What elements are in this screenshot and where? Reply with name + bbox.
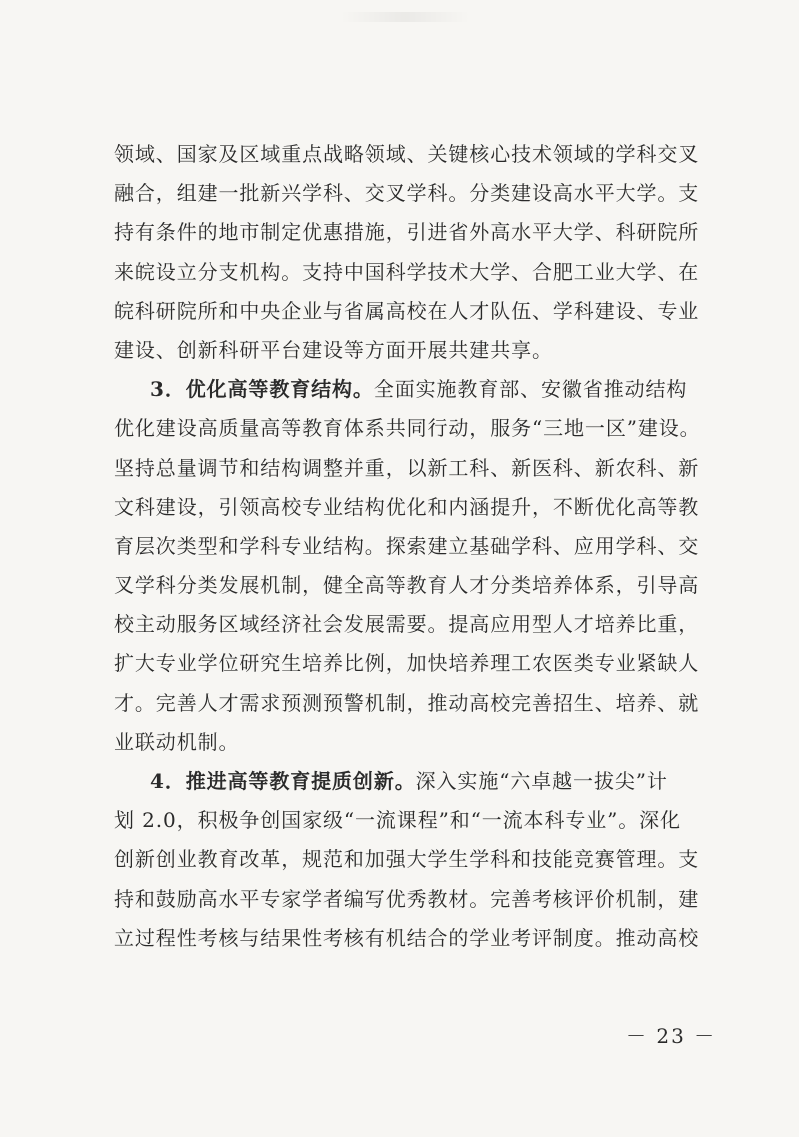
text-line: 坚持总量调节和结构调整并重，以新工科、新医科、新农科、新 xyxy=(114,455,700,480)
text-line: 划 2.0，积极争创国家级“一流课程”和“一流本科专业”。深化 xyxy=(114,808,681,833)
section-4-heading: 4．推进高等教育提质创新。 xyxy=(150,769,416,793)
text-line: 扩大专业学位研究生培养比例，加快培养理工农医类专业紧缺人 xyxy=(114,651,700,676)
section-3-first-line xyxy=(114,370,694,409)
text-line: 来皖设立分支机构。支持中国科学技术大学、合肥工业大学、在 xyxy=(114,259,700,284)
paragraph-1 xyxy=(114,135,700,370)
text-line: 领域、国家及区域重点战略领域、关键核心技术领域的学科交叉 xyxy=(114,142,700,166)
section-3-heading: 3．优化高等教育结构。 xyxy=(150,377,374,402)
text-line: 持和鼓励高水平专家学者编写优秀教材。完善考核评价机制，建 xyxy=(114,886,700,911)
section-4-first-line-text: 深入实施“六卓越一拔尖”计 xyxy=(415,769,668,793)
scan-artifact xyxy=(340,12,470,22)
section-3-first-line-text: 全面实施教育部、安徽省推动结构 xyxy=(373,377,688,402)
text-line: 立过程性考核与结果性考核有机结合的学业考评制度。推动高校 xyxy=(114,925,700,950)
text-line: 创新创业教育改革，规范和加强大学生学科和技能竞赛管理。支 xyxy=(114,847,700,872)
text-line: 叉学科分类发展机制，健全高等教育人才分类培养体系，引导高 xyxy=(114,573,700,598)
page-number: － 23 － xyxy=(626,1024,717,1048)
text-line: 文科建设，引领高校专业结构优化和内涵提升，不断优化高等教 xyxy=(114,494,700,519)
text-line: 建设、创新科研平台建设等方面开展共建共享。 xyxy=(114,337,553,362)
text-line: 业联动机制。 xyxy=(114,729,240,754)
section-3 xyxy=(114,370,701,762)
text-line: 皖科研院所和中央企业与省属高校在人才队伍、学科建设、专业 xyxy=(114,298,700,323)
section-4 xyxy=(114,762,700,958)
text-line: 校主动服务区域经济社会发展需要。提高应用型人才培养比重， xyxy=(114,612,700,637)
text-line: 育层次类型和学科专业结构。探索建立基础学科、应用学科、交 xyxy=(114,533,700,558)
section-4-first-line xyxy=(114,762,694,801)
body-text xyxy=(114,135,701,958)
text-line: 融合，组建一批新兴学科、交叉学科。分类建设高水平大学。支 xyxy=(114,181,700,206)
text-line: 才。完善人才需求预测预警机制，推动高校完善招生、培养、就 xyxy=(114,690,700,715)
text-line: 优化建设高质量高等教育体系共同行动，服务“三地一区”建设。 xyxy=(114,416,701,441)
text-line: 持有条件的地市制定优惠措施，引进省外高水平大学、科研院所 xyxy=(114,220,700,245)
